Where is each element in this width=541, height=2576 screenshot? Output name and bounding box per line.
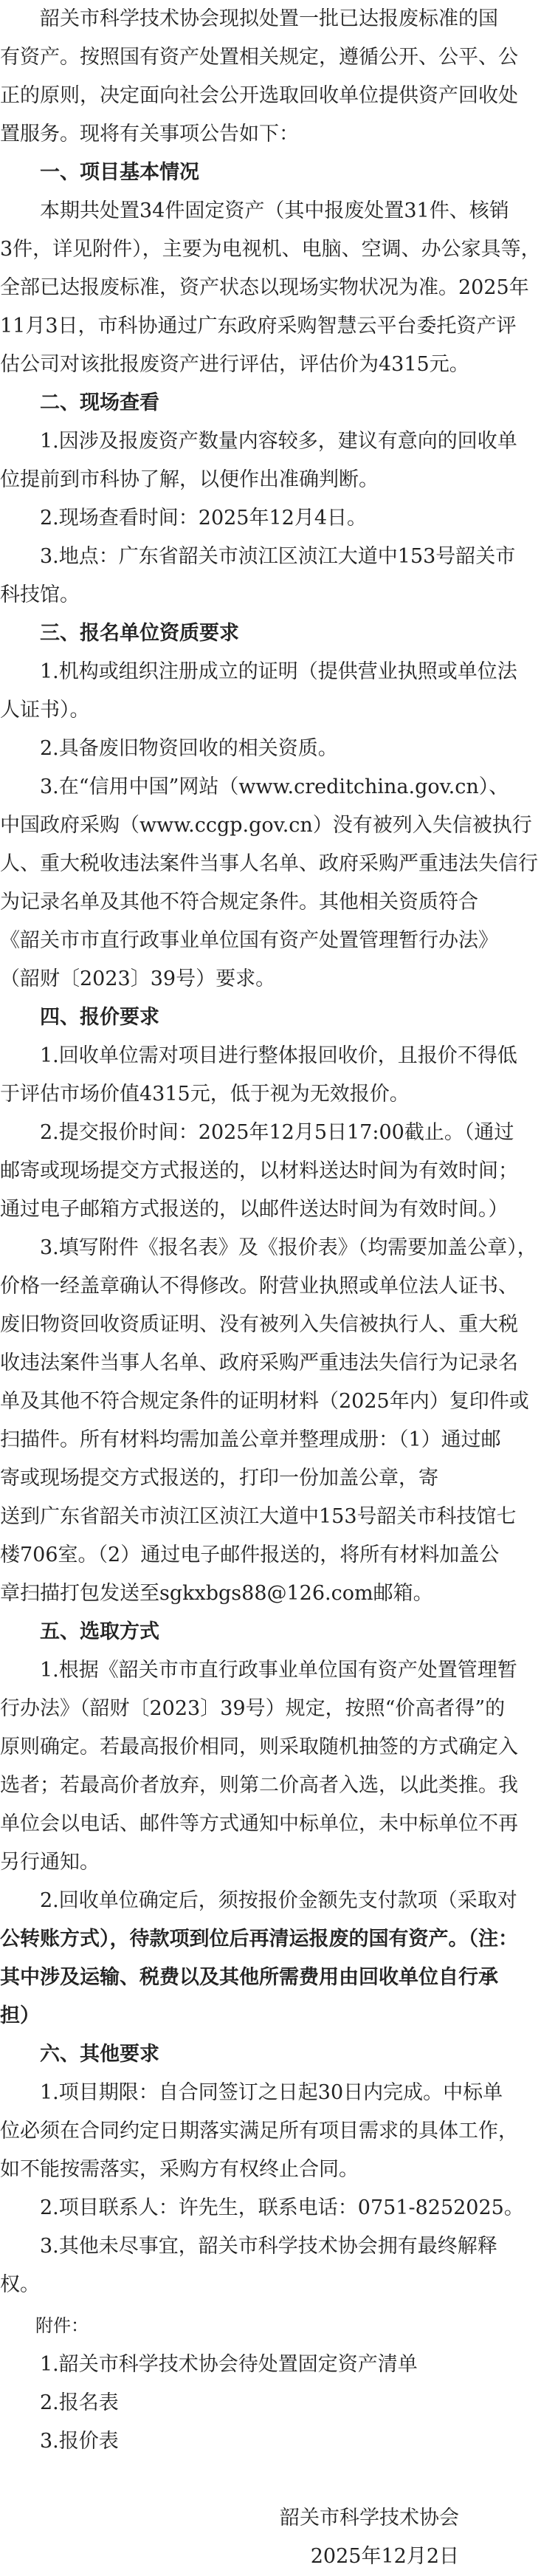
paragraph-line: 2.项目联系人：许先生，联系电话：0751-8252025。 — [0, 2196, 524, 2219]
paragraph-line: 人证书）。 — [0, 699, 90, 722]
paragraph-line: 于评估市场价值4315元，低于视为无效报价。 — [0, 1083, 410, 1106]
paragraph-line: 选者；若最高价者放弃，则第二价高者入选，以此类推。我 — [0, 1774, 518, 1797]
paragraph-line: 本期共处置34件固定资产（其中报废处置31件、核销 — [0, 199, 509, 222]
paragraph-line: 收违法案件当事人名单、政府采购严重违法失信行为记录名 — [0, 1352, 518, 1374]
paragraph-line: 1.机构或组织注册成立的证明（提供营业执照或单位法 — [0, 660, 517, 683]
paragraph-line: 为记录名单及其他不符合规定条件。其他相关资质符合 — [0, 891, 478, 914]
paragraph-line: 楼706室。（2）通过电子邮件报送的，将所有材料加盖公 — [0, 1544, 500, 1566]
paragraph-line: 全部已达报废标准，资产状态以现场实物状况为准。2025年 — [0, 276, 529, 299]
paragraph-line: 韶关市科学技术协会现拟处置一批已达报废标准的国 — [0, 7, 498, 30]
paragraph-line: 1.因涉及报废资产数量内容较多，建议有意向的回收单 — [0, 430, 517, 453]
section-heading: 三、报名单位资质要求 — [0, 622, 239, 645]
paragraph-line: 位必须在合同约定日期落实满足所有项目需求的具体工作， — [0, 2120, 518, 2142]
attachment-item: 3.报价表 — [0, 2430, 119, 2453]
paragraph-line: 估公司对该批报废资产进行评估，评估价为4315元。 — [0, 353, 469, 376]
paragraph-line: 寄或现场提交方式报送的，打印一份加盖公章，寄 — [0, 1467, 438, 1490]
paragraph-line: 中国政府采购（www.ccgp.gov.cn）没有被列入失信被执行 — [0, 814, 532, 837]
paragraph-line: 邮寄或现场提交方式报送的，以材料送达时间为有效时间； — [0, 1159, 518, 1182]
paragraph-line: 送到广东省韶关市浈江区浈江大道中153号韶关市科技馆七 — [0, 1505, 517, 1528]
paragraph-line: 单及其他不符合规定条件的证明材料（2025年内）复印件或 — [0, 1390, 529, 1413]
paragraph-line: 废旧物资回收资质证明、没有被列入失信被执行人、重大税 — [0, 1313, 518, 1336]
signature-organization: 韶关市科学技术协会 — [280, 2507, 459, 2529]
paragraph-line: 置服务。现将有关事项公告如下： — [0, 123, 299, 145]
attachment-item: 2.报名表 — [0, 2391, 119, 2414]
paragraph-line: 2.现场查看时间：2025年12月4日。 — [0, 507, 368, 530]
paragraph-line: 1.根据《韶关市市直行政事业单位国有资产处置管理暂 — [0, 1659, 517, 1682]
section-heading: 五、选取方式 — [0, 1620, 159, 1643]
attachment-item: 1.韶关市科学技术协会待处置固定资产清单 — [0, 2353, 418, 2376]
section-heading: 一、项目基本情况 — [0, 161, 199, 184]
attachments-label: 附件： — [0, 2315, 89, 2336]
paragraph-line: 通过电子邮箱方式报送的，以邮件送达时间为有效时间。） — [0, 1198, 509, 1221]
paragraph-line: 担） — [0, 2004, 40, 2027]
section-heading: 四、报价要求 — [0, 1006, 159, 1029]
paragraph-line: 单位会以电话、邮件等方式通知中标单位，未中标单位不再 — [0, 1812, 518, 1835]
paragraph-line: 如不能按需落实，采购方有权终止合同。 — [0, 2158, 359, 2181]
paragraph-line: 正的原则，决定面向社会公开选取回收单位提供资产回收处 — [0, 84, 518, 107]
paragraph-line: 原则确定。若最高报价相同，则采取随机抽签的方式确定入 — [0, 1736, 518, 1758]
paragraph-line: 1.回收单位需对项目进行整体报回收价，且报价不得低 — [0, 1044, 517, 1067]
paragraph-line: 科技馆。 — [0, 583, 80, 606]
paragraph-line: 其中涉及运输、税费以及其他所需费用由回收单位自行承 — [0, 1966, 498, 1989]
paragraph-line: 11月3日，市科协通过广东政府采购智慧云平台委托资产评 — [0, 315, 517, 338]
paragraph-line: 3.填写附件《报名表》及《报价表》（均需要加盖公章）， — [0, 1236, 537, 1259]
paragraph-line: 3.其他未尽事宜，韶关市科学技术协会拥有最终解释 — [0, 2235, 497, 2258]
signature-date: 2025年12月2日 — [310, 2545, 459, 2568]
paragraph-line: 2.提交报价时间：2025年12月5日17:00截止。（通过 — [0, 1121, 514, 1144]
paragraph-line: 公转账方式），待款项到位后再清运报废的国有资产。（注： — [0, 1928, 518, 1950]
paragraph-line: 人、重大税收违法案件当事人名单、政府采购严重违法失信行 — [0, 852, 538, 875]
section-heading: 六、其他要求 — [0, 2043, 159, 2066]
paragraph-line: 价格一经盖章确认不得修改。附营业执照或单位法人证书、 — [0, 1275, 518, 1298]
paragraph-line: 行办法》（韶财〔2023〕39号）规定，按照“价高者得”的 — [0, 1697, 506, 1720]
paragraph-line: 位提前到市科协了解，以便作出准确判断。 — [0, 468, 379, 491]
paragraph-line: 1.项目期限：自合同签订之日起30日内完成。中标单 — [0, 2081, 503, 2104]
paragraph-line: （韶财〔2023〕39号）要求。 — [0, 967, 276, 990]
paragraph-line: 3.地点：广东省韶关市浈江区浈江大道中153号韶关市 — [0, 545, 516, 568]
paragraph-line: 3件，详见附件），主要为电视机、电脑、空调、办公家具等， — [0, 238, 541, 261]
paragraph-line: 2.回收单位确定后，须按报价金额先支付款项（采取对 — [0, 1889, 517, 1912]
paragraph-line: 3.在“信用中国”网站（www.creditchina.gov.cn）、 — [0, 775, 509, 798]
paragraph-line: 2.具备废旧物资回收的相关资质。 — [0, 737, 338, 760]
paragraph-line: 有资产。按照国有资产处置相关规定，遵循公开、公平、公 — [0, 46, 518, 69]
paragraph-line: 《韶关市市直行政事业单位国有资产处置管理暂行办法》 — [0, 929, 498, 952]
paragraph-line: 另行通知。 — [0, 1851, 100, 1874]
section-heading: 二、现场查看 — [0, 391, 159, 414]
paragraph-line: 章扫描打包发送至sgkxbgs88@126.com邮箱。 — [0, 1582, 433, 1605]
paragraph-line: 权。 — [0, 2273, 40, 2296]
paragraph-line: 扫描件。所有材料均需加盖公章并整理成册：（1）通过邮 — [0, 1428, 501, 1451]
